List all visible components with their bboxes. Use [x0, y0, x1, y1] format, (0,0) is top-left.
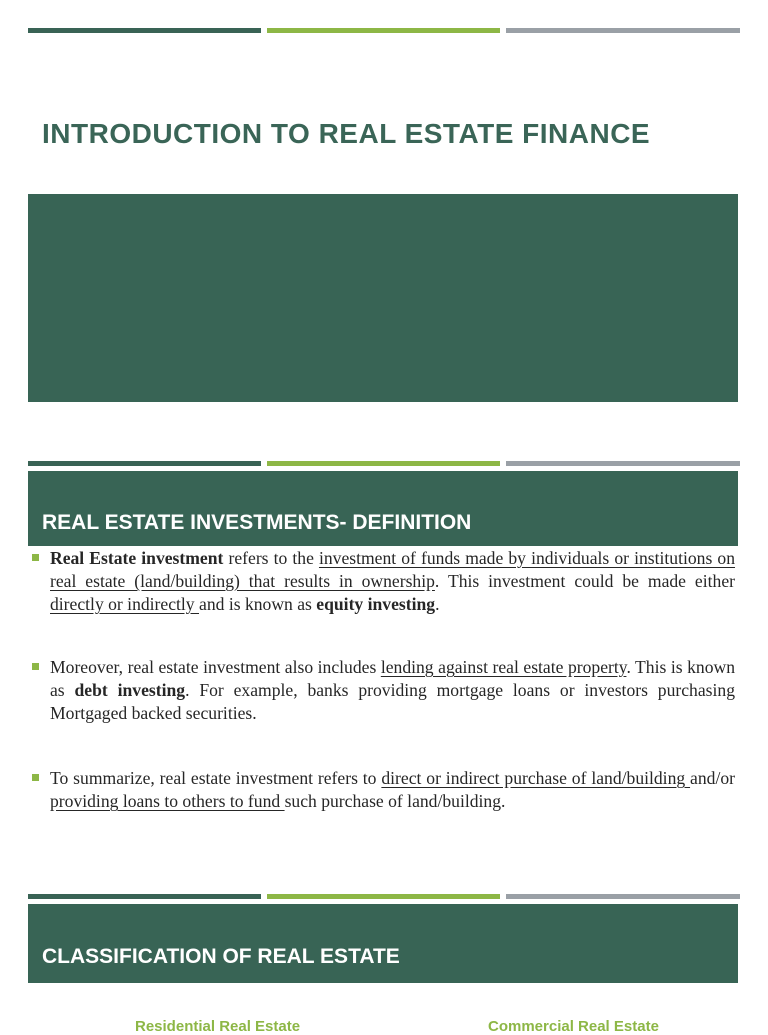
bullet-summary — [30, 767, 735, 813]
bullet-text: . — [435, 594, 440, 614]
definition-bullet-list — [30, 547, 735, 813]
bullet-square-icon — [32, 554, 39, 561]
underlined-phrase: providing loans to others to fund — [50, 791, 285, 811]
bullet-debt-investing — [30, 656, 735, 725]
bullet-square-icon — [32, 663, 39, 670]
label-residential-real-estate: Residential Real Estate — [135, 1018, 301, 1035]
title-slide-color-block — [28, 194, 738, 402]
bullet-text: . This investment could be made either — [434, 571, 735, 591]
accent-segment-gray — [506, 894, 740, 899]
classification-labels-cutoff — [0, 1015, 768, 1035]
slide-title: INTRODUCTION TO REAL ESTATE FINANCE — [42, 118, 651, 149]
accent-segment-dark — [28, 28, 261, 33]
bullet-text: refers to the — [223, 548, 319, 568]
term-equity-investing: equity investing — [316, 594, 436, 614]
section-title-classification: CLASSIFICATION OF REAL ESTATE — [42, 945, 400, 968]
underlined-phrase: investment of funds made by individuals or institutions on real estate (land/building) that results in ownership — [50, 548, 735, 591]
bullet-text: and/or — [690, 768, 735, 788]
top-accent-bar — [28, 28, 740, 33]
accent-segment-green — [267, 894, 500, 899]
accent-segment-dark — [28, 461, 261, 466]
classification-header-panel — [28, 904, 738, 983]
bullet-text: Moreover, real estate investment also includes — [50, 657, 381, 677]
slide-2-accent-bar — [28, 461, 740, 466]
bullet-text: To summarize, real estate investment refers to — [50, 768, 382, 788]
section-title-definition: REAL ESTATE INVESTMENTS- DEFINITION — [42, 511, 472, 534]
term-debt-investing: debt investing — [74, 680, 186, 700]
definition-header-panel — [28, 471, 738, 546]
bullet-square-icon — [32, 774, 39, 781]
underlined-phrase: directly or indirectly — [50, 594, 200, 614]
bullet-equity-investing — [30, 547, 735, 616]
label-commercial-real-estate: Commercial Real Estate — [488, 1018, 659, 1035]
bullet-text: . This is known as — [50, 657, 736, 700]
accent-segment-dark — [28, 894, 261, 899]
bullet-text: such purchase of land/building. — [284, 791, 506, 811]
term-real-estate-investment: Real Estate investment — [50, 548, 224, 568]
accent-segment-green — [267, 28, 500, 33]
underlined-phrase: direct or indirect purchase of land/building — [381, 768, 691, 788]
bullet-text: and is known as — [199, 594, 317, 614]
underlined-phrase: lending against real estate property — [380, 657, 627, 677]
slide-3-accent-bar — [28, 894, 740, 899]
accent-segment-green — [267, 461, 500, 466]
bullet-text: . For example, banks providing mortgage loans or investors purchasing Mortgaged backed securities. — [50, 680, 735, 723]
accent-segment-gray — [506, 28, 740, 33]
accent-segment-gray — [506, 461, 740, 466]
